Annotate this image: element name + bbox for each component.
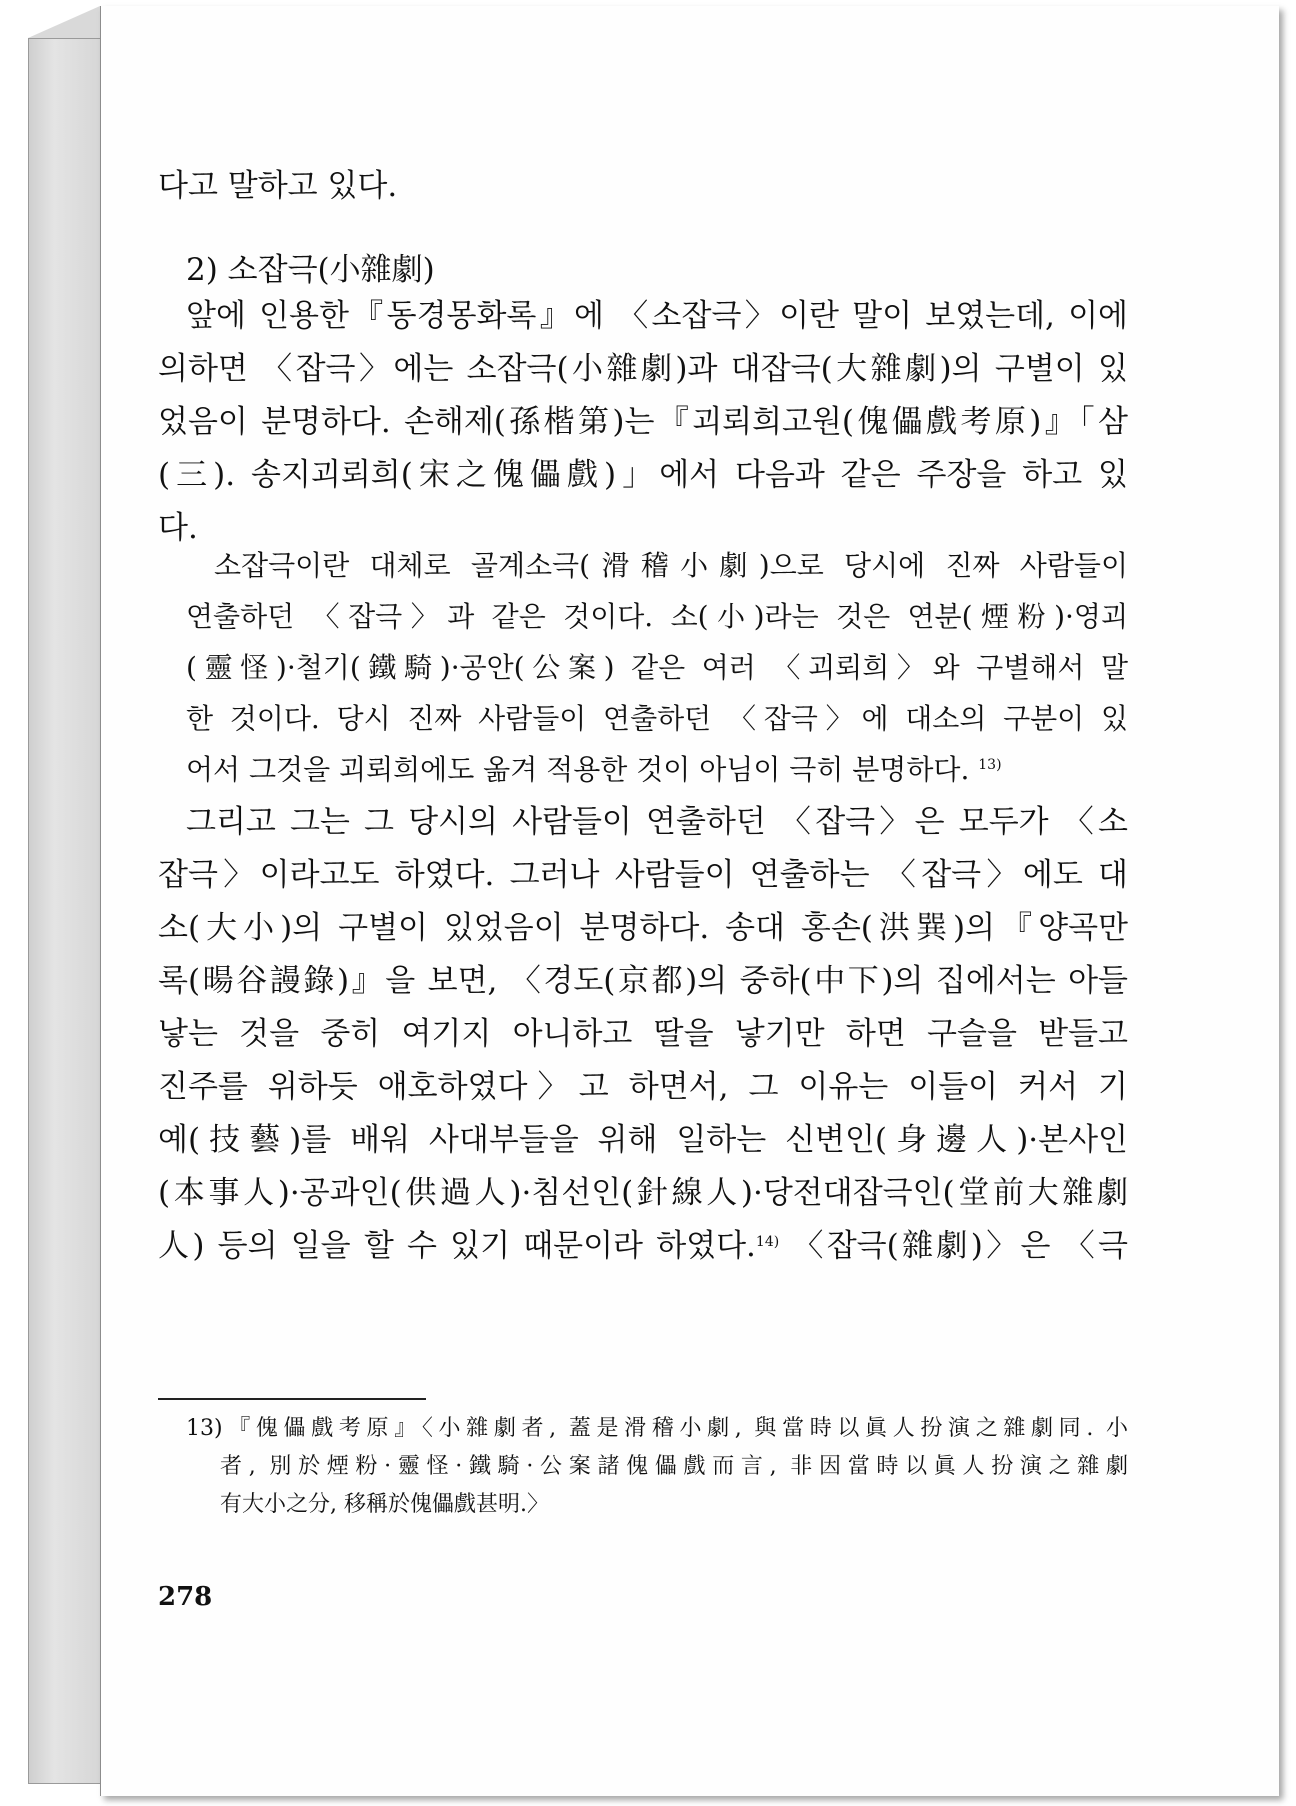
footnote-ref-14: 14) (755, 1234, 780, 1250)
quote-line (186, 744, 1128, 795)
text-line: 록(暘谷謾錄)』을 보면, 〈경도(京都)의 중하(中下)의 집에서는 아들 (158, 963, 1128, 999)
text-line: 소(大小)의 구별이 있었음이 분명하다. 송대 홍손(洪巽)의『양곡만 (158, 910, 1128, 946)
text-line: 다. (158, 510, 198, 546)
para2-last-text: 人) 등의 일을 할 수 있기 때문이라 하였다. (158, 1228, 756, 1264)
text-line: 의하면 〈잡극〉에는 소잡극(小雜劇)과 대잡극(大雜劇)의 구별이 있 (158, 351, 1128, 387)
footnote-ref-13: 13) (978, 757, 1002, 773)
text-line: 예(技藝)를 배워 사대부들을 위해 일하는 신변인(身邊人)·본사인 (158, 1122, 1128, 1158)
text-line: 낳는 것을 중히 여기지 아니하고 딸을 낳기만 하면 구슬을 받들고 (158, 1016, 1128, 1052)
footnote-line: 有大小之分, 移稱於傀儡戲甚明.〉 (220, 1492, 549, 1517)
quote-line: 소잡극이란 대체로 골계소극(滑稽小劇)으로 당시에 진짜 사람들이 (214, 549, 1128, 582)
text-line: 그리고 그는 그 당시의 사람들이 연출하던 〈잡극〉은 모두가 〈소 (186, 804, 1128, 840)
text-line: (三). 송지괴뢰희(宋之傀儡戲)」에서 다음과 같은 주장을 하고 있 (158, 457, 1128, 493)
quote-line: 한 것이다. 당시 진짜 사람들이 연출하던 〈잡극〉에 대소의 구분이 있 (186, 702, 1128, 735)
quote-last-text: 어서 그것을 괴뢰희에도 옮겨 적용한 것이 아님이 극히 분명하다. (186, 753, 970, 786)
book-spine (28, 38, 102, 1784)
block-quote (186, 540, 1128, 795)
footnote-line: 13)『傀儡戲考原』〈小雜劇者, 蓋是滑稽小劇, 與當時以眞人扮演之雜劇同. 小 (186, 1416, 1128, 1441)
page-number: 278 (158, 1582, 213, 1612)
top-line: 다고 말하고 있다. (158, 168, 398, 204)
text-line: 진주를 위하듯 애호하였다〉고 하면서, 그 이유는 이들이 커서 기 (158, 1069, 1128, 1105)
text-line: 앞에 인용한『동경몽화록』에 〈소잡극〉이란 말이 보였는데, 이에 (186, 298, 1128, 334)
footnote-rule (158, 1398, 426, 1400)
text-line: (本事人)·공과인(供過人)·침선인(針線人)·당전대잡극인(堂前大雜劇 (158, 1175, 1128, 1211)
paragraph-2 (158, 796, 1128, 1273)
quote-line: 연출하던 〈잡극〉과 같은 것이다. 소(小)라는 것은 연분(煙粉)·영괴 (186, 600, 1128, 633)
footnote-line: 者, 別於煙粉·靈怪·鐵騎·公案諸傀儡戲而言, 非因當時以眞人扮演之雜劇 (220, 1454, 1128, 1479)
text-line: 잡극〉이라고도 하였다. 그러나 사람들이 연출하는 〈잡극〉에도 대 (158, 857, 1128, 893)
text-line (158, 1220, 1128, 1273)
quote-line: (靈怪)·철기(鐵騎)·공안(公案) 같은 여러 〈괴뢰희〉와 구별해서 말 (186, 651, 1128, 684)
section-heading: 2) 소잡극(小雜劇) (186, 252, 435, 288)
footnote-13 (186, 1410, 1128, 1524)
book-spine-top (28, 6, 100, 38)
paragraph-1 (158, 290, 1128, 555)
text-line: 었음이 분명하다. 손해제(孫楷第)는『괴뢰희고원(傀儡戲考原)』「삼 (158, 404, 1128, 440)
para2-tail: 〈잡극(雜劇)〉은 〈극 (792, 1228, 1128, 1264)
